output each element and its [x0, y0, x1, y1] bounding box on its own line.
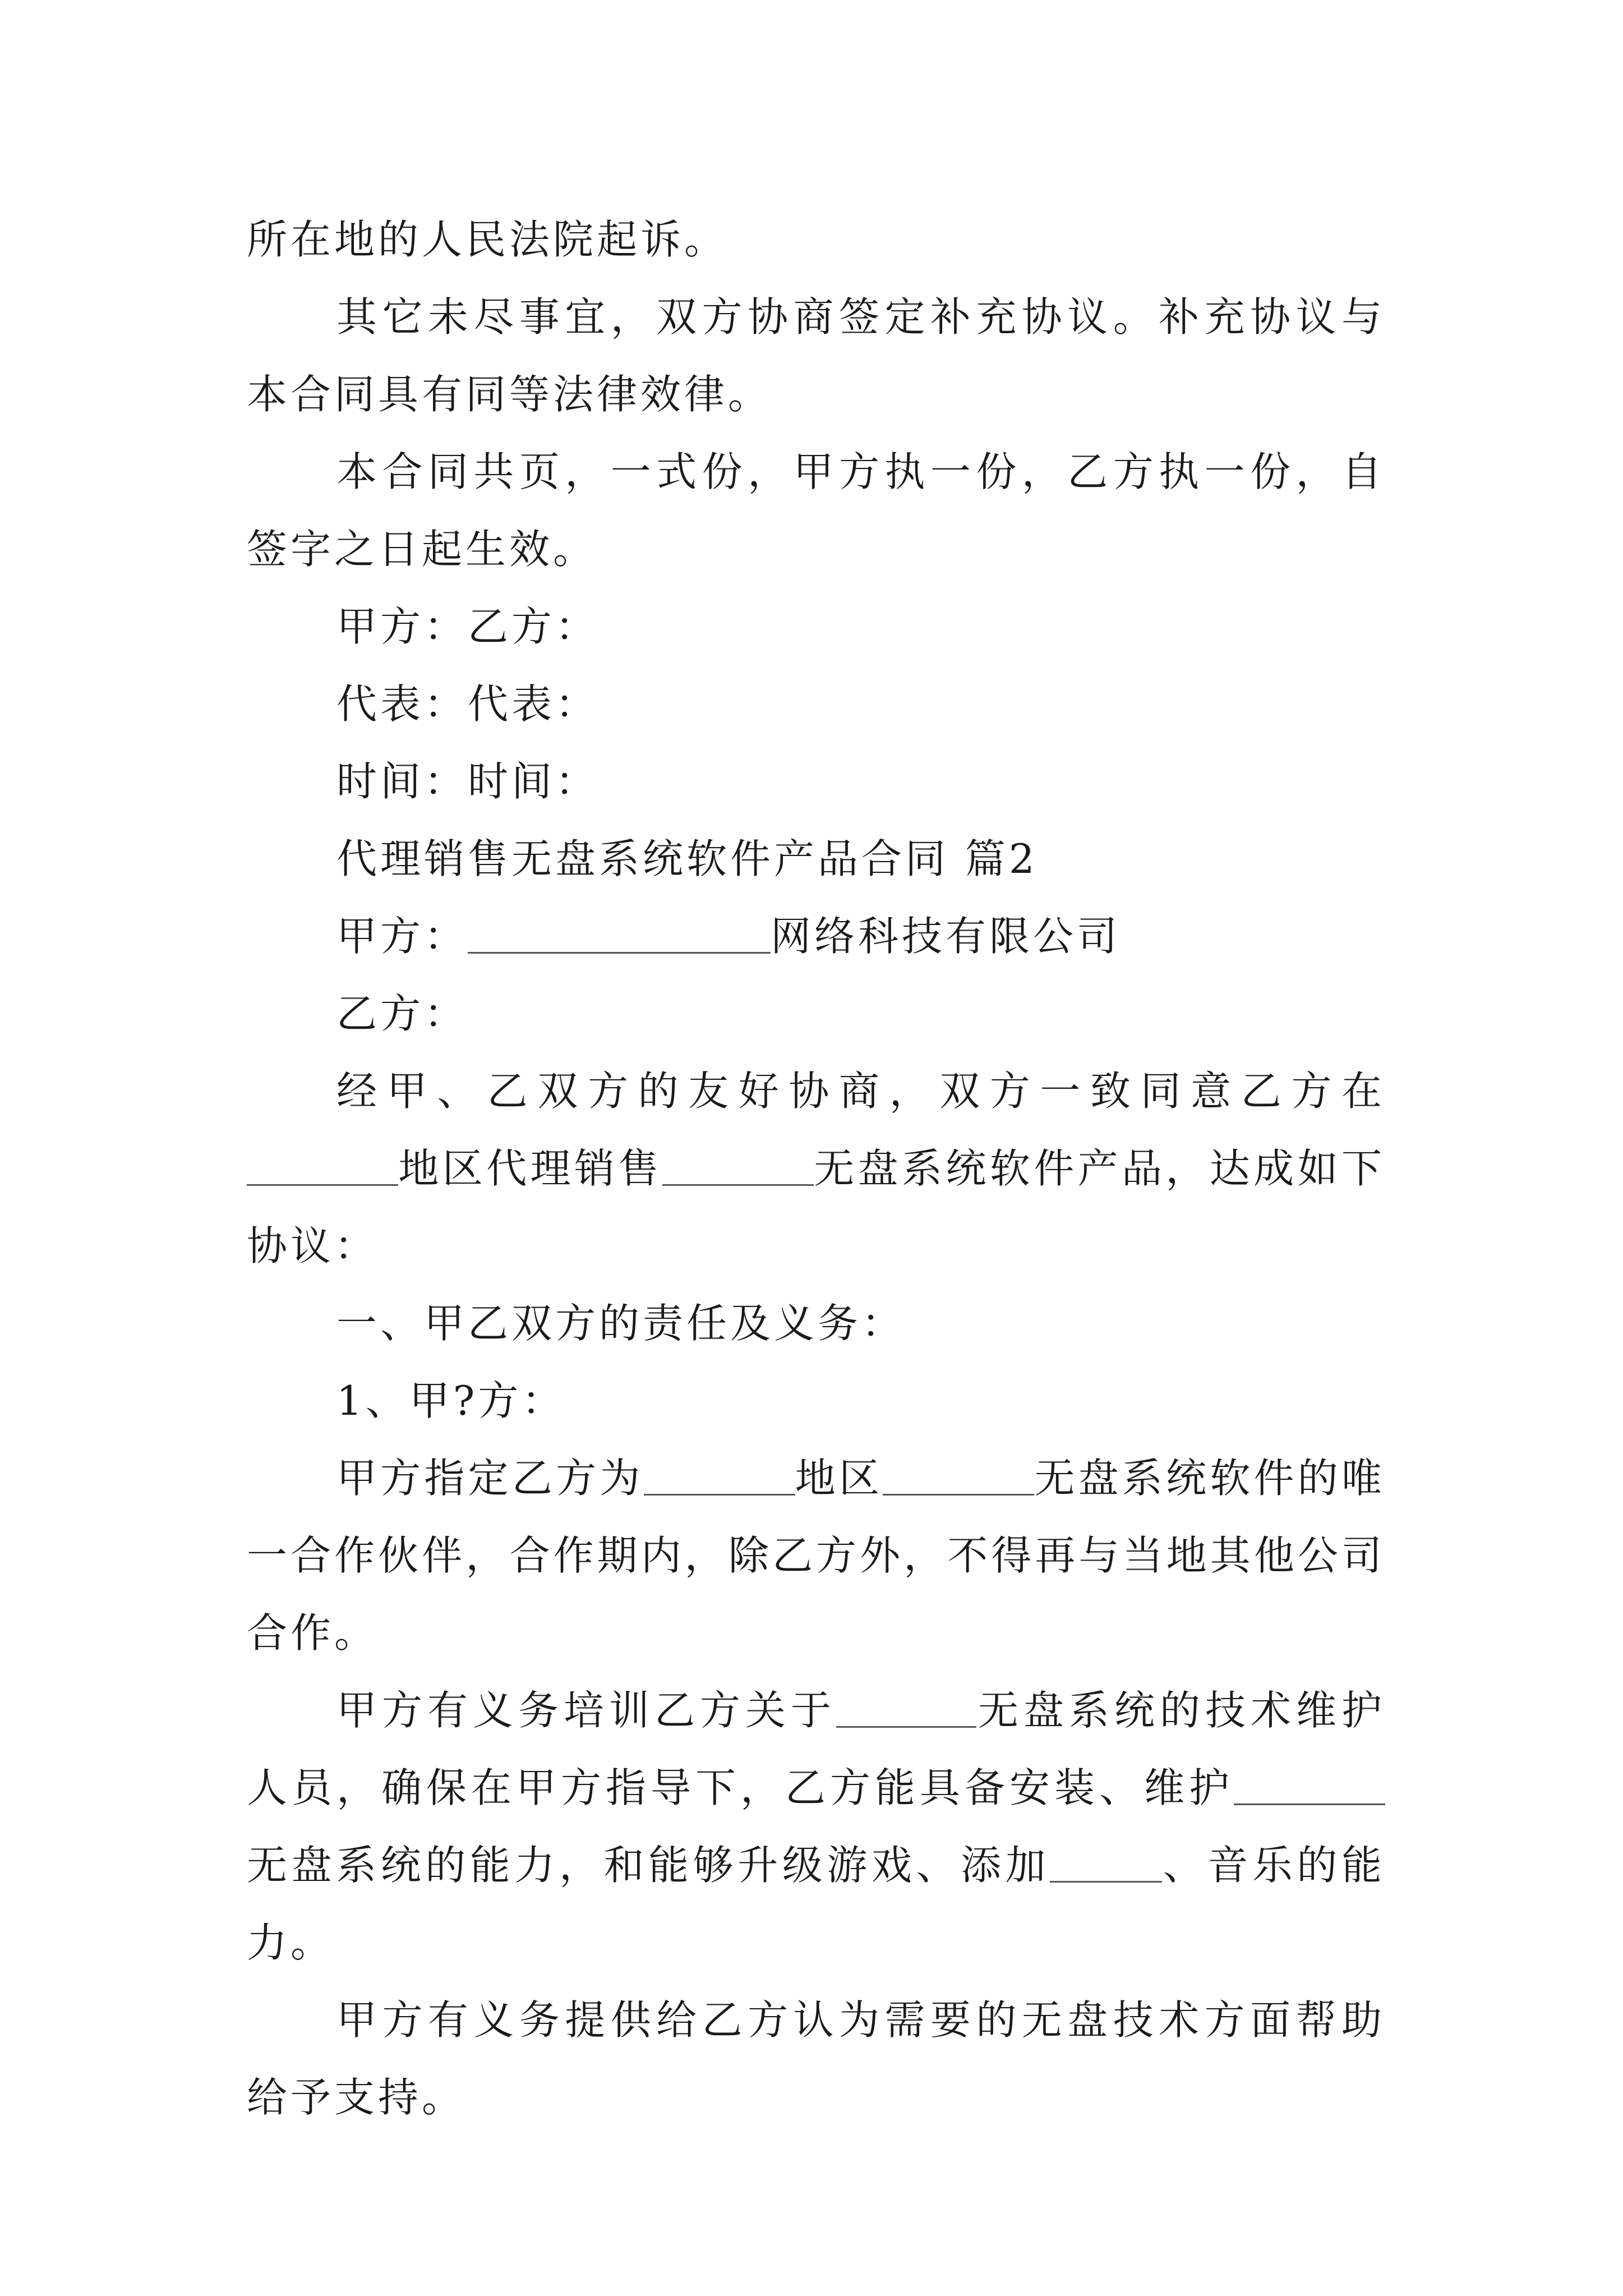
- paragraph-lawsuit-court: 所在地的人民法院起诉。: [247, 216, 728, 263]
- party-a-label: 甲方：: [336, 913, 468, 960]
- paragraph-agreement-intro: [247, 1052, 1385, 1285]
- signature-representatives-line: 代表：代表：: [336, 680, 600, 728]
- section-heading-responsibilities: 一、甲乙双方的责任及义务：: [336, 1300, 906, 1347]
- training-part-4: 、音乐的能力。: [247, 1842, 1385, 1966]
- document-body: [247, 201, 1385, 2136]
- brand-blank-2: [883, 1453, 1034, 1496]
- party-a-line: [247, 898, 1385, 975]
- exclusive-partner-part-2: 地区: [795, 1455, 883, 1502]
- paragraph-technical-support: 甲方有义务提供给乙方认为需要的无盘技术方面帮助给予支持。: [247, 1996, 1385, 2121]
- paragraph-contract-copies: 本合同共页，一式份，甲方执一份，乙方执一份，自签字之日起生效。: [247, 448, 1385, 573]
- party-b-line: 乙方：: [336, 990, 468, 1037]
- brand-blank-4: [1234, 1763, 1385, 1805]
- agreement-intro-part-3: 无盘系统软件产品，达成如下协议：: [247, 1145, 1385, 1269]
- training-part-2: 无盘系统的技术维护人员，确保在甲方指导下，乙方能具备安装、维护: [247, 1687, 1385, 1811]
- exclusive-partner-part-3: 无盘系统软件的唯一合作伙伴，合作期内，除乙方外，不得再与当地其他公司合作。: [247, 1455, 1385, 1657]
- party-a-company-suffix: 网络科技有限公司: [771, 913, 1121, 960]
- paragraph-exclusive-partner: [247, 1439, 1385, 1672]
- agreement-intro-part-1: 经甲、乙双方的友好协商，双方一致同意乙方在: [336, 1068, 1385, 1115]
- content-blank: [1050, 1841, 1162, 1883]
- paragraph-training-obligation: [247, 1672, 1385, 1981]
- signature-date-line: 时间：时间：: [336, 758, 600, 805]
- region-blank: [247, 1144, 398, 1186]
- paragraph-supplementary-agreement: 其它未尽事宜，双方协商签定补充协议。补充协议与本合同具有同等法律效律。: [247, 293, 1385, 418]
- exclusive-partner-part-1: 甲方指定乙方为: [336, 1455, 644, 1502]
- agreement-intro-part-2: 地区代理销售: [398, 1145, 662, 1192]
- contract-section-title: 代理销售无盘系统软件产品合同 篇2: [336, 835, 1038, 882]
- training-part-3: 无盘系统的能力，和能够升级游戏、添加: [247, 1842, 1050, 1889]
- party-a-name-blank: [468, 912, 771, 954]
- brand-blank-3: [836, 1686, 976, 1728]
- brand-blank: [662, 1144, 814, 1186]
- subsection-heading-party-a: 1、甲?方：: [336, 1377, 566, 1424]
- training-part-1: 甲方有义务培训乙方关于: [336, 1687, 836, 1734]
- region-blank-2: [644, 1453, 795, 1496]
- signature-parties-line: 甲方：乙方：: [336, 603, 600, 650]
